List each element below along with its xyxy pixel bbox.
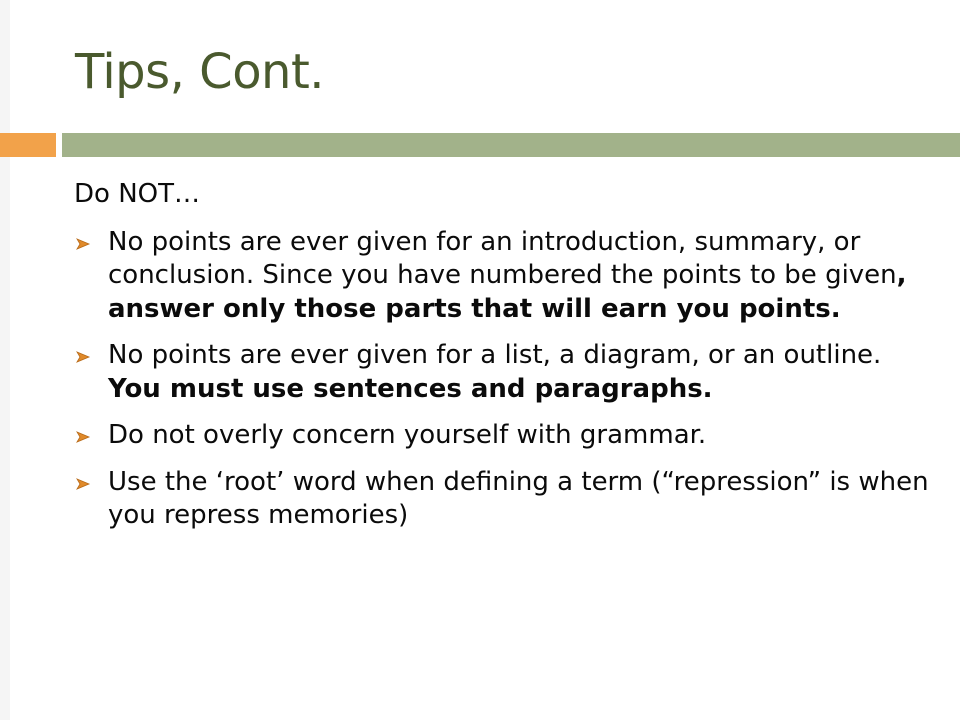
- arrow-bullet-icon: [74, 430, 92, 444]
- bullet-text: No points are ever given for a list, a diagram, or an outline.: [108, 340, 882, 371]
- bullet-item: [74, 466, 934, 533]
- arrow-bullet-icon: [74, 237, 92, 251]
- arrow-bullet-icon: [74, 477, 92, 491]
- accent-bar-green: [62, 133, 960, 157]
- bullet-text: Use the ‘root’ word when defining a term (“repression” is when you repress memories): [108, 466, 929, 531]
- bullet-text: No points are ever given for an introduction, summary, or conclusion. Since you have numbered the points to be given: [108, 226, 897, 291]
- bullet-item: [74, 226, 934, 327]
- arrow-bullet-icon: [74, 350, 92, 364]
- bullet-item: [74, 419, 934, 453]
- accent-bar-orange: [0, 133, 56, 157]
- bullet-text-bold: , answer only those parts that will earn you points.: [108, 260, 907, 324]
- intro-text: Do NOT…: [74, 179, 200, 209]
- bullet-item: [74, 339, 934, 406]
- slide-content: [74, 178, 934, 546]
- bullet-text: Do not overly concern yourself with grammar.: [108, 420, 707, 451]
- side-strip: [0, 0, 10, 720]
- bullet-text-bold: You must use sentences and paragraphs.: [108, 373, 713, 404]
- slide-title: Tips, Cont.: [75, 44, 325, 100]
